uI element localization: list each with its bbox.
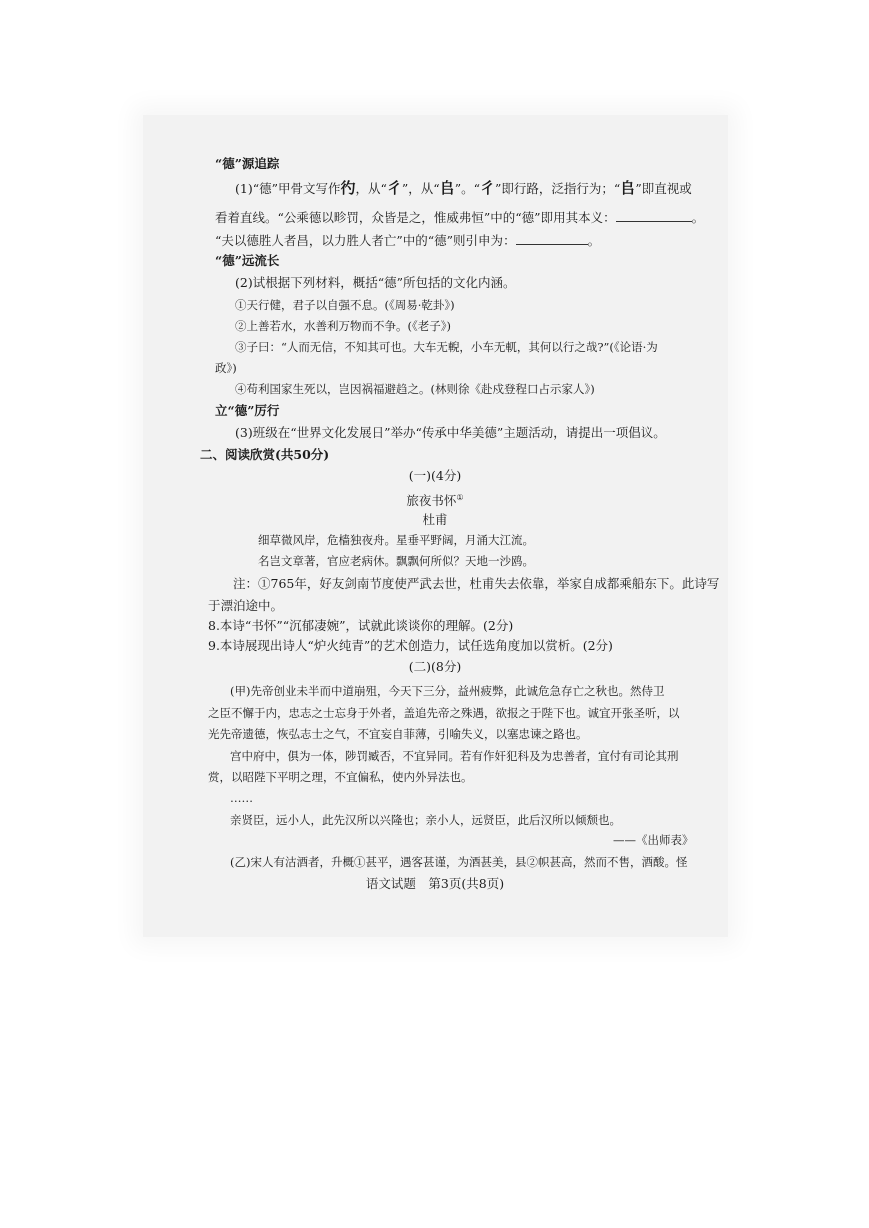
passage-a-line2: 之臣不懈于内，忠志之士忘身于外者，盖追先帝之殊遇，欲报之于陛下也。诚宜开张圣听，以 (208, 706, 680, 720)
q1-line2-end: 。 (691, 210, 705, 225)
poem-line-1: 细草微风岸，危樯独夜舟。星垂平野阔，月涌大江流。 (258, 533, 534, 547)
q1-line2-text: 看着直线。“公乘德以畛罚，众皆是之，惟威弗恒”中的“德”即用其本义： (215, 210, 616, 225)
poem-line-2: 名岂文章著，官应老病休。飘飘何所似？天地一沙鸥。 (258, 554, 534, 568)
q1-text-a: (1)“德”甲骨文写作 (235, 181, 341, 196)
sub1-label: (一)(4分) (408, 468, 462, 483)
question-1-line1 (235, 180, 692, 197)
passage-a-line3: 光先帝遗德，恢弘志士之气，不宜妄自菲薄，引喻失义，以塞忠谏之路也。 (208, 727, 588, 741)
question-3: (3)班级在“世界文化发展日”举办“传承中华美德”主题活动，请提出一项倡议。 (235, 425, 666, 440)
passage-a-line1: (甲)先帝创业未半而中道崩殂，今天下三分，益州疲弊，此诚危急存亡之秋也。然侍卫 (230, 684, 665, 698)
question-1-line3 (215, 232, 600, 249)
answer-blank-1[interactable] (616, 209, 692, 222)
heading-de-practice: 立“德”厉行 (215, 403, 280, 418)
passage-a-line5: 赏，以昭陛下平明之理，不宜偏私，使内外异法也。 (208, 770, 473, 784)
passage-ellipsis: …… (230, 791, 253, 805)
material-4: ④苟利国家生死以，岂因祸福避趋之。(林则徐《赴戍登程口占示家人》) (235, 382, 595, 396)
part2-heading: 二、阅读欣赏(共50分) (200, 447, 330, 462)
heading-de-trace: “德”源追踪 (215, 156, 280, 171)
material-3-cont: 政》) (215, 361, 237, 375)
passage-b-line1: (乙)宋人有沽酒者，升概①甚平，遇客甚谨，为酒甚美，县②帜甚高，然而不售，酒酸。怪 (230, 855, 688, 869)
passage-a-line6: 亲贤臣，远小人，此先汉所以兴隆也；亲小人，远贤臣，此后汉所以倾颓也。 (230, 813, 621, 827)
material-1: ①天行健，君子以自强不息。(《周易·乾卦》) (235, 298, 455, 312)
question-2: (2)试根据下列材料，概括“德”所包括的文化内涵。 (235, 275, 516, 290)
poem-footnote-mark: ① (456, 493, 464, 502)
material-3: ③子曰：“人而无信，不知其可也。大车无輗，小车无軏，其何以行之哉?”(《论语·为 (235, 340, 658, 354)
q1-text-f: ”即直视或 (635, 181, 692, 196)
sub2-label: (二)(8分) (408, 659, 462, 674)
poem-author: 杜甫 (422, 512, 448, 527)
q1-text-e: ”即行路，泛指行为；“ (495, 181, 621, 196)
material-2: ②上善若水，水善利万物而不争。(《老子》) (235, 319, 451, 333)
poem-title-wrap (390, 490, 480, 509)
poem-note-a: 注：①765年，好友剑南节度使严武去世，杜甫失去依靠，举家自成都乘船东下。此诗写 (233, 576, 720, 591)
poem-title: 旅夜书怀 (406, 493, 457, 509)
oracle-chi-glyph-2: 彳 (480, 179, 496, 197)
heading-de-long: “德”远流长 (215, 253, 280, 268)
answer-blank-2[interactable] (516, 232, 588, 245)
question-1-line2 (215, 209, 704, 226)
question-9: 9.本诗展现出诗人“炉火纯青”的艺术创造力，试任选角度加以赏析。(2分) (208, 638, 613, 653)
q1-text-d: ”。“ (454, 181, 480, 196)
page-footer: 语文试题 第3页(共8页) (365, 876, 505, 891)
question-8: 8.本诗“书怀”“沉郁凄婉”，试就此谈谈你的理解。(2分) (208, 618, 514, 633)
oracle-de-glyph: 彴 (340, 179, 356, 197)
oracle-chi-glyph: 彳 (386, 179, 402, 197)
passage-a-line4: 宫中府中，俱为一体，陟罚臧否，不宜异同。若有作奸犯科及为忠善者，宜付有司论其刑 (230, 749, 679, 763)
q1-text-c: ”，从“ (401, 181, 440, 196)
passage-source: ——《出师表》 (613, 833, 694, 847)
q1-line3-text: “夫以德胜人者昌，以力胜人者亡”中的“德”则引申为： (215, 233, 516, 248)
q1-text-b: ，从“ (355, 181, 387, 196)
oracle-eye-glyph: 𠂤 (439, 179, 455, 197)
poem-note-b: 于漂泊途中。 (208, 598, 284, 613)
q1-line3-end: 。 (587, 233, 601, 248)
oracle-eye-glyph-2: 𠂤 (620, 179, 636, 197)
